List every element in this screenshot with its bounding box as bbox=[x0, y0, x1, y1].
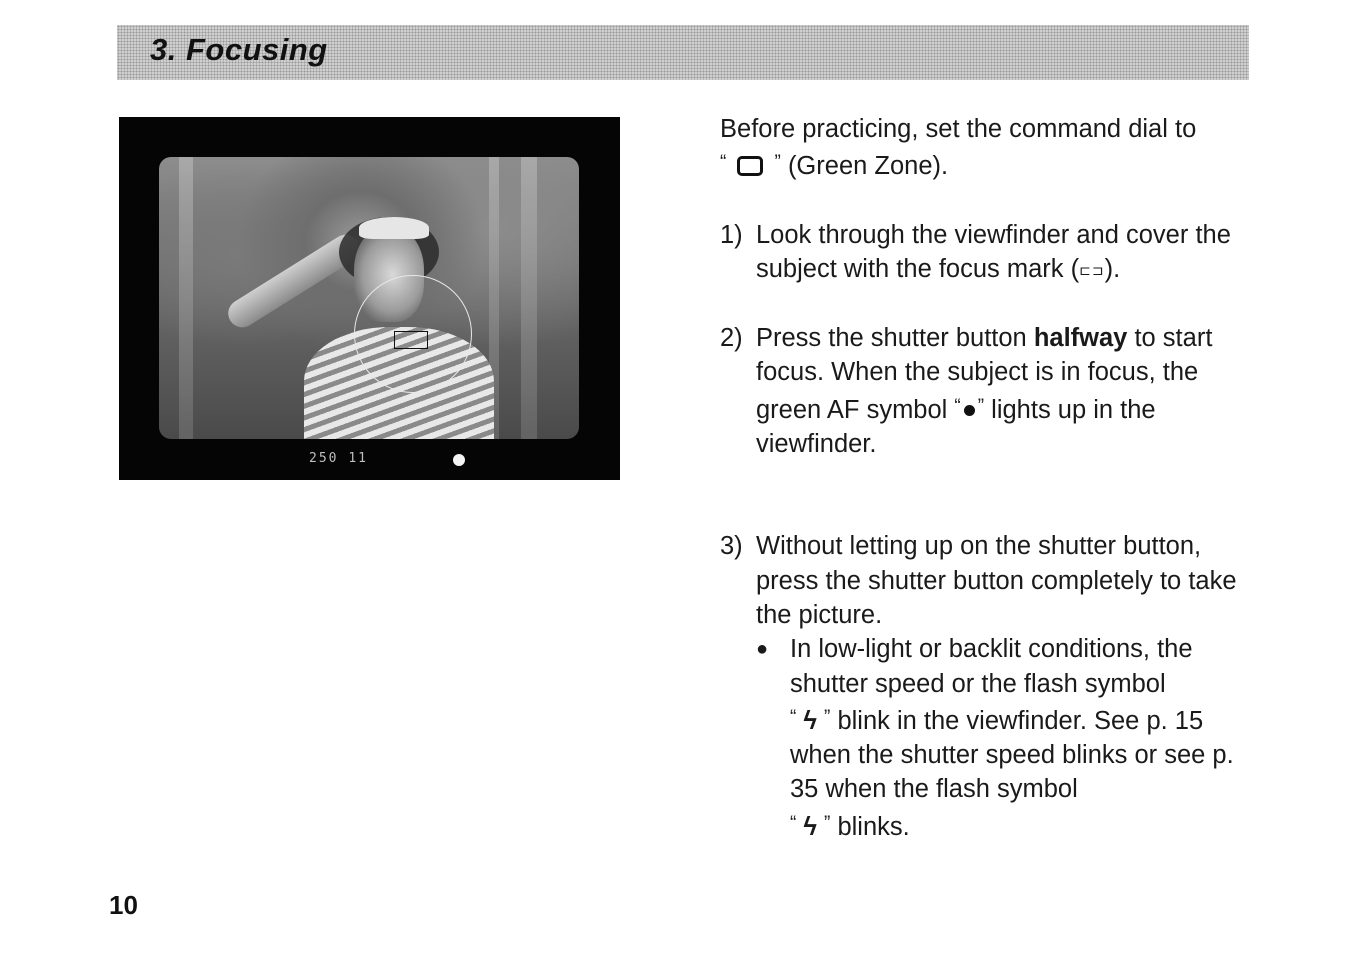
step-number: 1) bbox=[720, 220, 743, 249]
note-text-end: blinks. bbox=[837, 812, 910, 841]
open-quote: “ bbox=[790, 812, 797, 834]
flash-icon: ϟ bbox=[803, 706, 817, 735]
note-text bbox=[790, 632, 1250, 844]
green-zone-icon bbox=[737, 156, 763, 176]
close-quote: ” bbox=[824, 706, 831, 728]
viewfinder-photo bbox=[119, 117, 620, 480]
flash-icon: ϟ bbox=[803, 812, 817, 841]
step-text bbox=[756, 321, 1250, 461]
background-column bbox=[521, 157, 537, 439]
open-quote: “ bbox=[954, 395, 961, 417]
step-1-text-end: ). bbox=[1104, 254, 1121, 283]
intro-paragraph bbox=[720, 112, 1250, 184]
background-column bbox=[179, 157, 193, 439]
step-text bbox=[756, 218, 1250, 288]
instructions bbox=[720, 112, 1250, 844]
step-number: 3) bbox=[720, 532, 743, 561]
aperture-readout: 11 bbox=[348, 451, 368, 466]
step-number: 2) bbox=[720, 324, 743, 353]
af-indicator-icon bbox=[453, 454, 465, 466]
close-quote: ” bbox=[824, 812, 831, 834]
bullet-icon: ● bbox=[756, 638, 769, 661]
step-3 bbox=[720, 529, 1250, 844]
step-2 bbox=[720, 321, 1250, 461]
close-quote: ” bbox=[977, 395, 985, 417]
step-2-text: Press the shutter button bbox=[756, 324, 1034, 353]
open-quote: “ bbox=[720, 152, 727, 174]
emphasis-halfway: halfway bbox=[1033, 324, 1128, 353]
focus-frame bbox=[394, 331, 428, 349]
open-quote: “ bbox=[790, 706, 797, 728]
note-text-mid: blink in the viewfinder. See p. 15 when the shutter speed blinks or see p. 35 when the flash symbol bbox=[790, 706, 1234, 804]
intro-line2: (Green Zone). bbox=[787, 152, 949, 181]
page-number: 10 bbox=[109, 890, 138, 920]
step-1-text: Look through the viewfinder and cover the subject with the focus mark ( bbox=[756, 220, 1231, 283]
section-title: 3. Focusing bbox=[150, 32, 328, 67]
subject-headband bbox=[359, 217, 429, 239]
step-3-text: Without letting up on the shutter button, press the shutter button completely to take the picture. bbox=[756, 532, 1237, 629]
focus-mark-icon: ⊏⊐ bbox=[1079, 261, 1105, 278]
viewfinder-scene bbox=[159, 157, 579, 439]
step-2-text-mid: to start focus. When the subject is in focus, the green AF symbol bbox=[756, 324, 1213, 424]
shutter-speed-readout: 250 bbox=[309, 451, 339, 466]
close-quote: ” bbox=[774, 152, 781, 174]
note-text-start: In low-light or backlit conditions, the shutter speed or the flash symbol bbox=[790, 635, 1193, 698]
viewfinder-readout bbox=[309, 451, 368, 466]
step-text bbox=[756, 529, 1250, 844]
step-1 bbox=[720, 218, 1250, 288]
intro-line1: Before practicing, set the command dial to bbox=[720, 115, 1197, 143]
step-2-text-end: lights up in the viewfinder. bbox=[756, 395, 1156, 459]
section-title-bar bbox=[117, 25, 1249, 80]
note-bullet bbox=[756, 632, 1250, 844]
af-symbol-icon bbox=[964, 405, 975, 416]
